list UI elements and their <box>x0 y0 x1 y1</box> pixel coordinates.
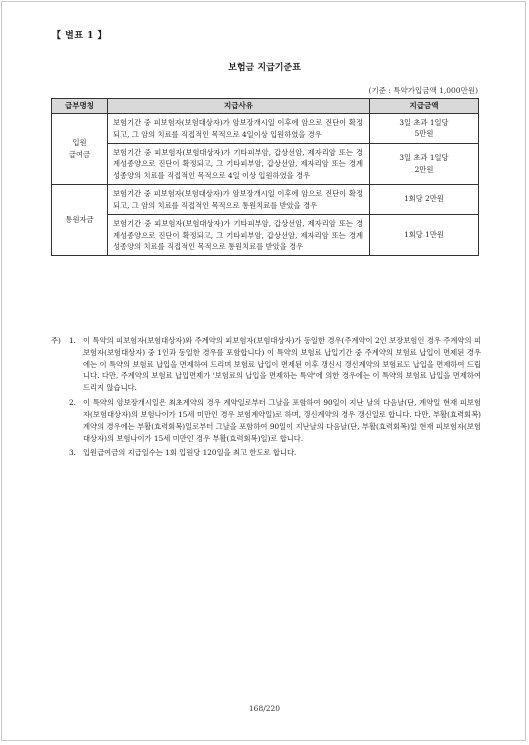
note-text: 이 특약의 암보장개시일은 최초계약의 경우 계약일로부터 그날을 포함하여 90일이 지난 날의 다음날(단, 계약일 현재 피보험자(보험대상자)의 보험나이가 15세 미만인 경우 보험계약일)로 하며, 갱신계약의 경우 갱신일로 합니다. 다만, 부활(효력회복)계약의 경우에는 부활(효력회복)일로부터 그날을 포함하여 90일이 지난날의 다음날(단, 부활(효력회복)일 현재 피보험자(보험대상자)의 보험나이가 15세 미만인 경우 부활(효력회복)일)로 합니다. <box>83 398 481 443</box>
page-number: 168/220 <box>248 704 281 713</box>
notes-section <box>51 335 481 462</box>
category-outpatient <box>52 185 108 256</box>
table-header-row <box>52 99 479 114</box>
basis-note: (기준 : 특약가입금액 1,000만원) <box>368 86 478 95</box>
table-row <box>52 143 479 184</box>
page-title: 보험금 지급기준표 <box>228 63 301 73</box>
note-text: 입원급여금의 지급일수는 1회 입원당 120일을 최고 한도로 합니다. <box>83 448 297 458</box>
reason-cell: 보험기간 중 피보험자(보험대상자)가 기타피부암, 갑상선암, 제자리암 또는 경계성종양으로 진단이 확정되고, 그 기타피부암, 갑상선암, 제자리암 또는 경계성종양의 치료를 직접적인 목적으로 4일 이상 입원하였을 경우 <box>108 143 370 184</box>
category-label: 통원자금 <box>65 215 94 225</box>
category-hospitalization <box>52 114 108 185</box>
amount-cell: 3일 초과 1일당 5만원 <box>370 114 479 144</box>
reason-cell: 보험기간 중 피보험자(보험대상자)가 암보장개시일 이후에 암으로 진단이 확정되고, 그 암의 치료를 직접적인 목적으로 4일이상 입원하였을 경우 <box>108 114 370 144</box>
note-number: 1. <box>69 336 76 345</box>
annex-label: 【 별표 1 】 <box>52 31 108 41</box>
notes-label: 주) <box>51 336 61 345</box>
note-item <box>51 335 481 394</box>
note-text: 이 특약의 피보험자(보험대상자)와 주계약의 피보험자(보험대상자)가 동일한 경우(주계약이 2인 보장보험인 경우 주계약의 피보험자(보험대상자) 중 1인과 동일한 경우를 포함합니다) 이 특약의 보험료 납입기간 중 주계약의 보험료 납입이 면제된 경우에는 이 특약의 보험료 납입을 면제하여 드리며 보험료 납입이 면제된 이후 갱신시 갱신계약의 보험료도 납입을 면제하여 드립니다. 다만, 주계약의 보험료 납입면제가 '보험료의 납입을 면제하는 특약'에 의한 경우에는 이 특약의 보험료 납입을 면제하여 드리지 않습니다. <box>83 336 481 393</box>
category-label: 입원 급여금 <box>68 138 91 160</box>
table-row <box>52 185 479 215</box>
table-row <box>52 114 479 144</box>
table-row <box>52 214 479 255</box>
reason-cell: 보험기간 중 피보험자(보험대상자)가 암보장개시일 이후에 암으로 진단이 확정되고, 그 암의 치료를 직접적인 목적으로 통원치료를 받았을 경우 <box>108 185 370 215</box>
note-number: 3. <box>69 448 76 458</box>
reason-cell: 보험기간 중 피보험자(보험대상자)가 기타피부암, 갑상선암, 제자리암 또는 경계성종양으로 진단이 확정되고, 그 기타피부암, 갑상선암, 제자리암 또는 경계성종양의 치료를 직접적인 목적으로 통원치료를 받았을 경우 <box>108 214 370 255</box>
note-number: 2. <box>69 398 76 408</box>
header-payment-reason: 지급사유 <box>108 99 370 114</box>
header-payment-amount: 지급금액 <box>370 99 479 114</box>
note-item <box>51 397 481 444</box>
amount-cell: 1회당 2만원 <box>370 185 479 215</box>
amount-cell: 3일 초과 1일당 2만원 <box>370 143 479 184</box>
benefit-table <box>51 98 479 256</box>
document-page <box>1 1 526 741</box>
note-item <box>51 447 481 459</box>
amount-cell: 1회당 1만원 <box>370 214 479 255</box>
header-benefit-name: 급부명칭 <box>52 99 108 114</box>
